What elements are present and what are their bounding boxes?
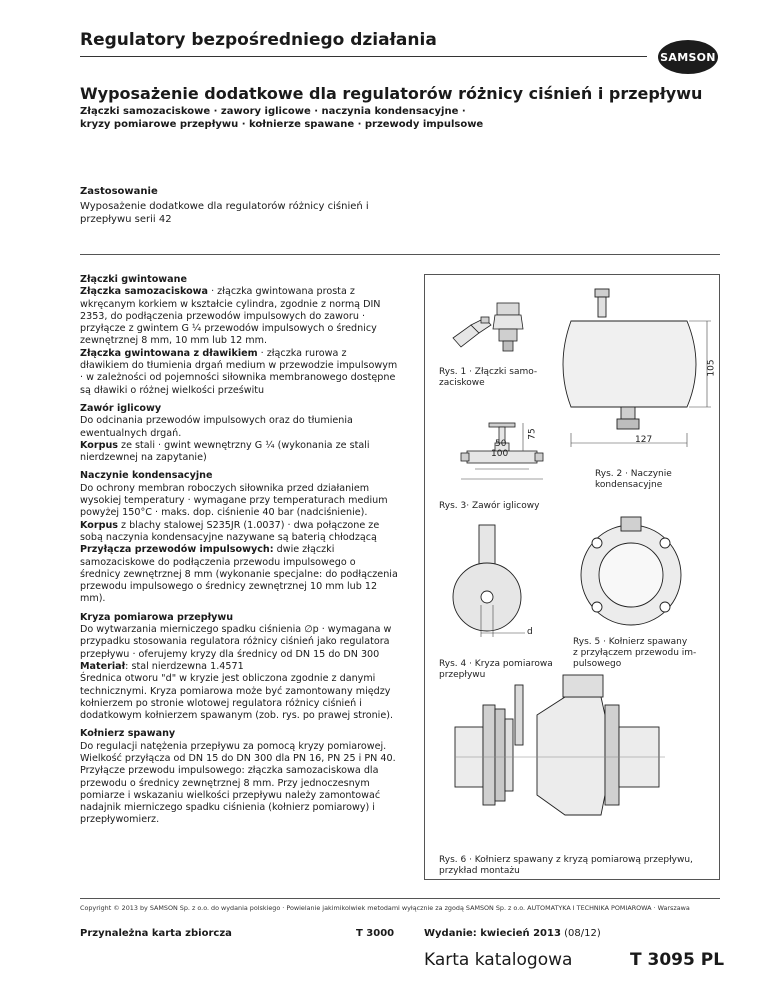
dimension-100: 100	[491, 449, 509, 459]
heading-orifice-plate: Kryza pomiarowa przepływu	[80, 611, 234, 623]
term: Złączka samozaciskowa	[80, 286, 209, 298]
term: Złączka gwintowana z dławikiem	[80, 347, 258, 359]
paragraph-text: z blachy stalowej S235JR (1.0037) · dwa połączone ze sobą naczynia kondensacyjne nazywane są baterią chłodzącą	[80, 519, 380, 543]
condensate-pot-drawing	[555, 285, 715, 455]
installation-example-drawing	[455, 675, 705, 835]
document-type: Karta katalogowa	[424, 950, 573, 970]
dimension-50: 50	[495, 439, 507, 449]
term: Materiał	[80, 660, 126, 672]
paragraph-throttle-fitting	[80, 348, 398, 397]
caption-line: przykład montażu	[439, 866, 520, 876]
paragraph-text: ze stali · gwint wewnętrzny G ¼ (wykonania ze stali nierdzewnej na zapytanie)	[80, 439, 370, 464]
footer-rule	[80, 898, 720, 899]
term: Korpus	[80, 519, 118, 531]
term: Przyłącza przewodów impulsowych:	[80, 544, 274, 556]
edition-code: (08/12)	[560, 928, 601, 939]
heading-needle-valve: Zawór iglicowy	[80, 402, 162, 414]
samson-logo	[658, 40, 718, 74]
figure-3-caption: Rys. 3· Zawór iglicowy	[439, 501, 540, 511]
related-sheet-label: Przynależna karta zbiorcza	[80, 928, 232, 939]
heading-condensate-pot: Naczynie kondensacyjne	[80, 470, 213, 482]
paragraph-text: · złączka rurowa z dławikiem do tłumienia drgań medium w przewodzie impulsowym · w zależności od pojemności siłownika membranowego dostępne są dławiki o różnej wielkości prześwitu	[80, 347, 398, 396]
heading-threaded-fittings: Złączki gwintowane	[80, 274, 187, 285]
paragraph-orifice-material	[80, 661, 398, 673]
document-number: T 3095 PL	[630, 950, 725, 970]
heading-weld-flange: Kołnierz spawany	[80, 728, 176, 740]
term: Korpus	[80, 439, 118, 451]
paragraph-orifice-bore: Średnica otworu "d" w kryzie jest obliczona zgodnie z danymi technicznymi. Kryza pomiarowa może być zamontowany między kołnierzem po stronie wlotowej regulatora różnicy ciśnień i dodatkowym kołnierzem spawanym (zob. rys. po prawej stronie).	[80, 673, 394, 722]
caption-line: Rys. 4 · Kryza pomiarowa	[439, 659, 553, 669]
orifice-plate-drawing	[449, 525, 569, 645]
paragraph-control-line-connections	[80, 544, 398, 605]
paragraph-condensate-body	[80, 520, 398, 545]
body-text-column	[80, 274, 398, 827]
related-sheet-number: T 3000	[356, 928, 395, 939]
application-heading: Zastosowanie	[80, 186, 158, 197]
figure-6-caption	[439, 855, 693, 877]
weld-flange-drawing	[577, 519, 687, 629]
caption-line: zaciskowe	[439, 378, 485, 388]
series-title: Regulatory bezpośredniego działania	[80, 30, 437, 50]
paragraph-condensate-pot: Do ochrony membran roboczych siłownika przed działaniem wysokiej temperatury · wymagane przy temperaturach medium powyżej 150°C · maks. dop. ciśnienie 40 bar (nadciśnienie).	[80, 482, 388, 519]
caption-line: pulsowego	[573, 659, 622, 669]
header-rule	[80, 56, 647, 57]
caption-line: Rys. 5 · Kołnierz spawany	[573, 637, 688, 647]
dimension-105: 105	[706, 359, 717, 377]
paragraph-weld-flange: Do regulacji natężenia przepływu za pomocą kryzy pomiarowej. Wielkość przyłącza od DN 15 do DN 300 dla PN 16, PN 25 i PN 40. Przyłącze przewodu impulsowego: złączka samozaciskowa dla przewodu o średnicy zewnętrznej 8 mm. Przy jednoczesnym pomiarze i wskazaniu wielkości przepływu należy zamontować nadajnik mierniczego spadku ciśnienia (kołnierz pomiarowy) i przepływomierz.	[80, 740, 396, 826]
dimension-127: 127	[635, 435, 653, 445]
paragraph-orifice-plate: Do wytwarzania mierniczego spadku ciśnienia ∅p · wymagana w przypadku stosowania regulatora różnicy ciśnień jako regulatora przepływu · oferujemy kryzy dla średnicy od DN 15 do DN 300	[80, 624, 392, 660]
caption-line: przepływu	[439, 670, 486, 680]
figure-2-caption: Rys. 2 · Naczynie kondensacyjne	[595, 469, 672, 490]
figure-panel	[424, 274, 720, 880]
paragraph-needle-valve-body	[80, 440, 398, 465]
figure-1-caption	[439, 367, 537, 389]
edition-info	[424, 928, 601, 939]
paragraph-text: · złączka gwintowana prosta z wkręcanym korkiem w kształcie cylindra, zgodnie z normą DIN 2353, do podłączenia przewodów impulsowych do zaworu · przyłącze z gwintem G ¼ przewodów impulsowych o średnicy zewnętrznej 8 mm, 10 mm lub 12 mm.	[80, 286, 381, 347]
paragraph-text: dwie złączki samozaciskowe do podłączenia przewodu impulsowego o średnicy zewnętrznej 8 mm (wykonanie specjalne: do podłączenia przewodu impulsowego o średnicy zewnętrznej 10 mm lub 12 mm).	[80, 544, 398, 605]
application-text: Wyposażenie dodatkowe dla regulatorów różnicy ciśnień i przepływu serii 42	[80, 201, 369, 225]
dimension-75: 75	[527, 428, 538, 440]
page-title: Wyposażenie dodatkowe dla regulatorów różnicy ciśnień i przepływu	[80, 84, 703, 103]
copyright-notice: Copyright © 2013 by SAMSON Sp. z o.o. do wydania polskiego · Powielanie jakimikolwiek metodami wyłącznie za zgodą SAMSON Sp. z o.o. AUTOMATYKA I TECHNIKA POMIAROWA · Warszawa	[80, 904, 690, 912]
section-divider	[80, 254, 720, 255]
paragraph-needle-valve: Do odcinania przewodów impulsowych oraz do tłumienia ewentualnych drgań.	[80, 415, 353, 439]
logo-text: SAMSON	[660, 50, 716, 64]
subtitle-line-2: kryzy pomiarowe przepływu · kołnierze spawane · przewody impulsowe	[80, 119, 484, 130]
figure-5-caption	[573, 637, 696, 670]
caption-line: Rys. 1 · Złączki samo-	[439, 367, 538, 377]
subtitle-line-1: Złączki samozaciskowe · zawory iglicowe · naczynia kondensacyjne ·	[80, 106, 466, 117]
compression-fittings-drawing	[445, 293, 535, 363]
dimension-d: d	[527, 627, 533, 637]
caption-line: Rys. 6 · Kołnierz spawany z kryzą pomiarową przepływu,	[439, 855, 693, 865]
edition-label: Wydanie: kwiecień 2013	[424, 928, 561, 939]
paragraph-text: : stal nierdzewna 1.4571	[125, 660, 244, 672]
paragraph-compression-fitting	[80, 286, 398, 347]
caption-line: z przyłączem przewodu im-	[573, 648, 697, 658]
